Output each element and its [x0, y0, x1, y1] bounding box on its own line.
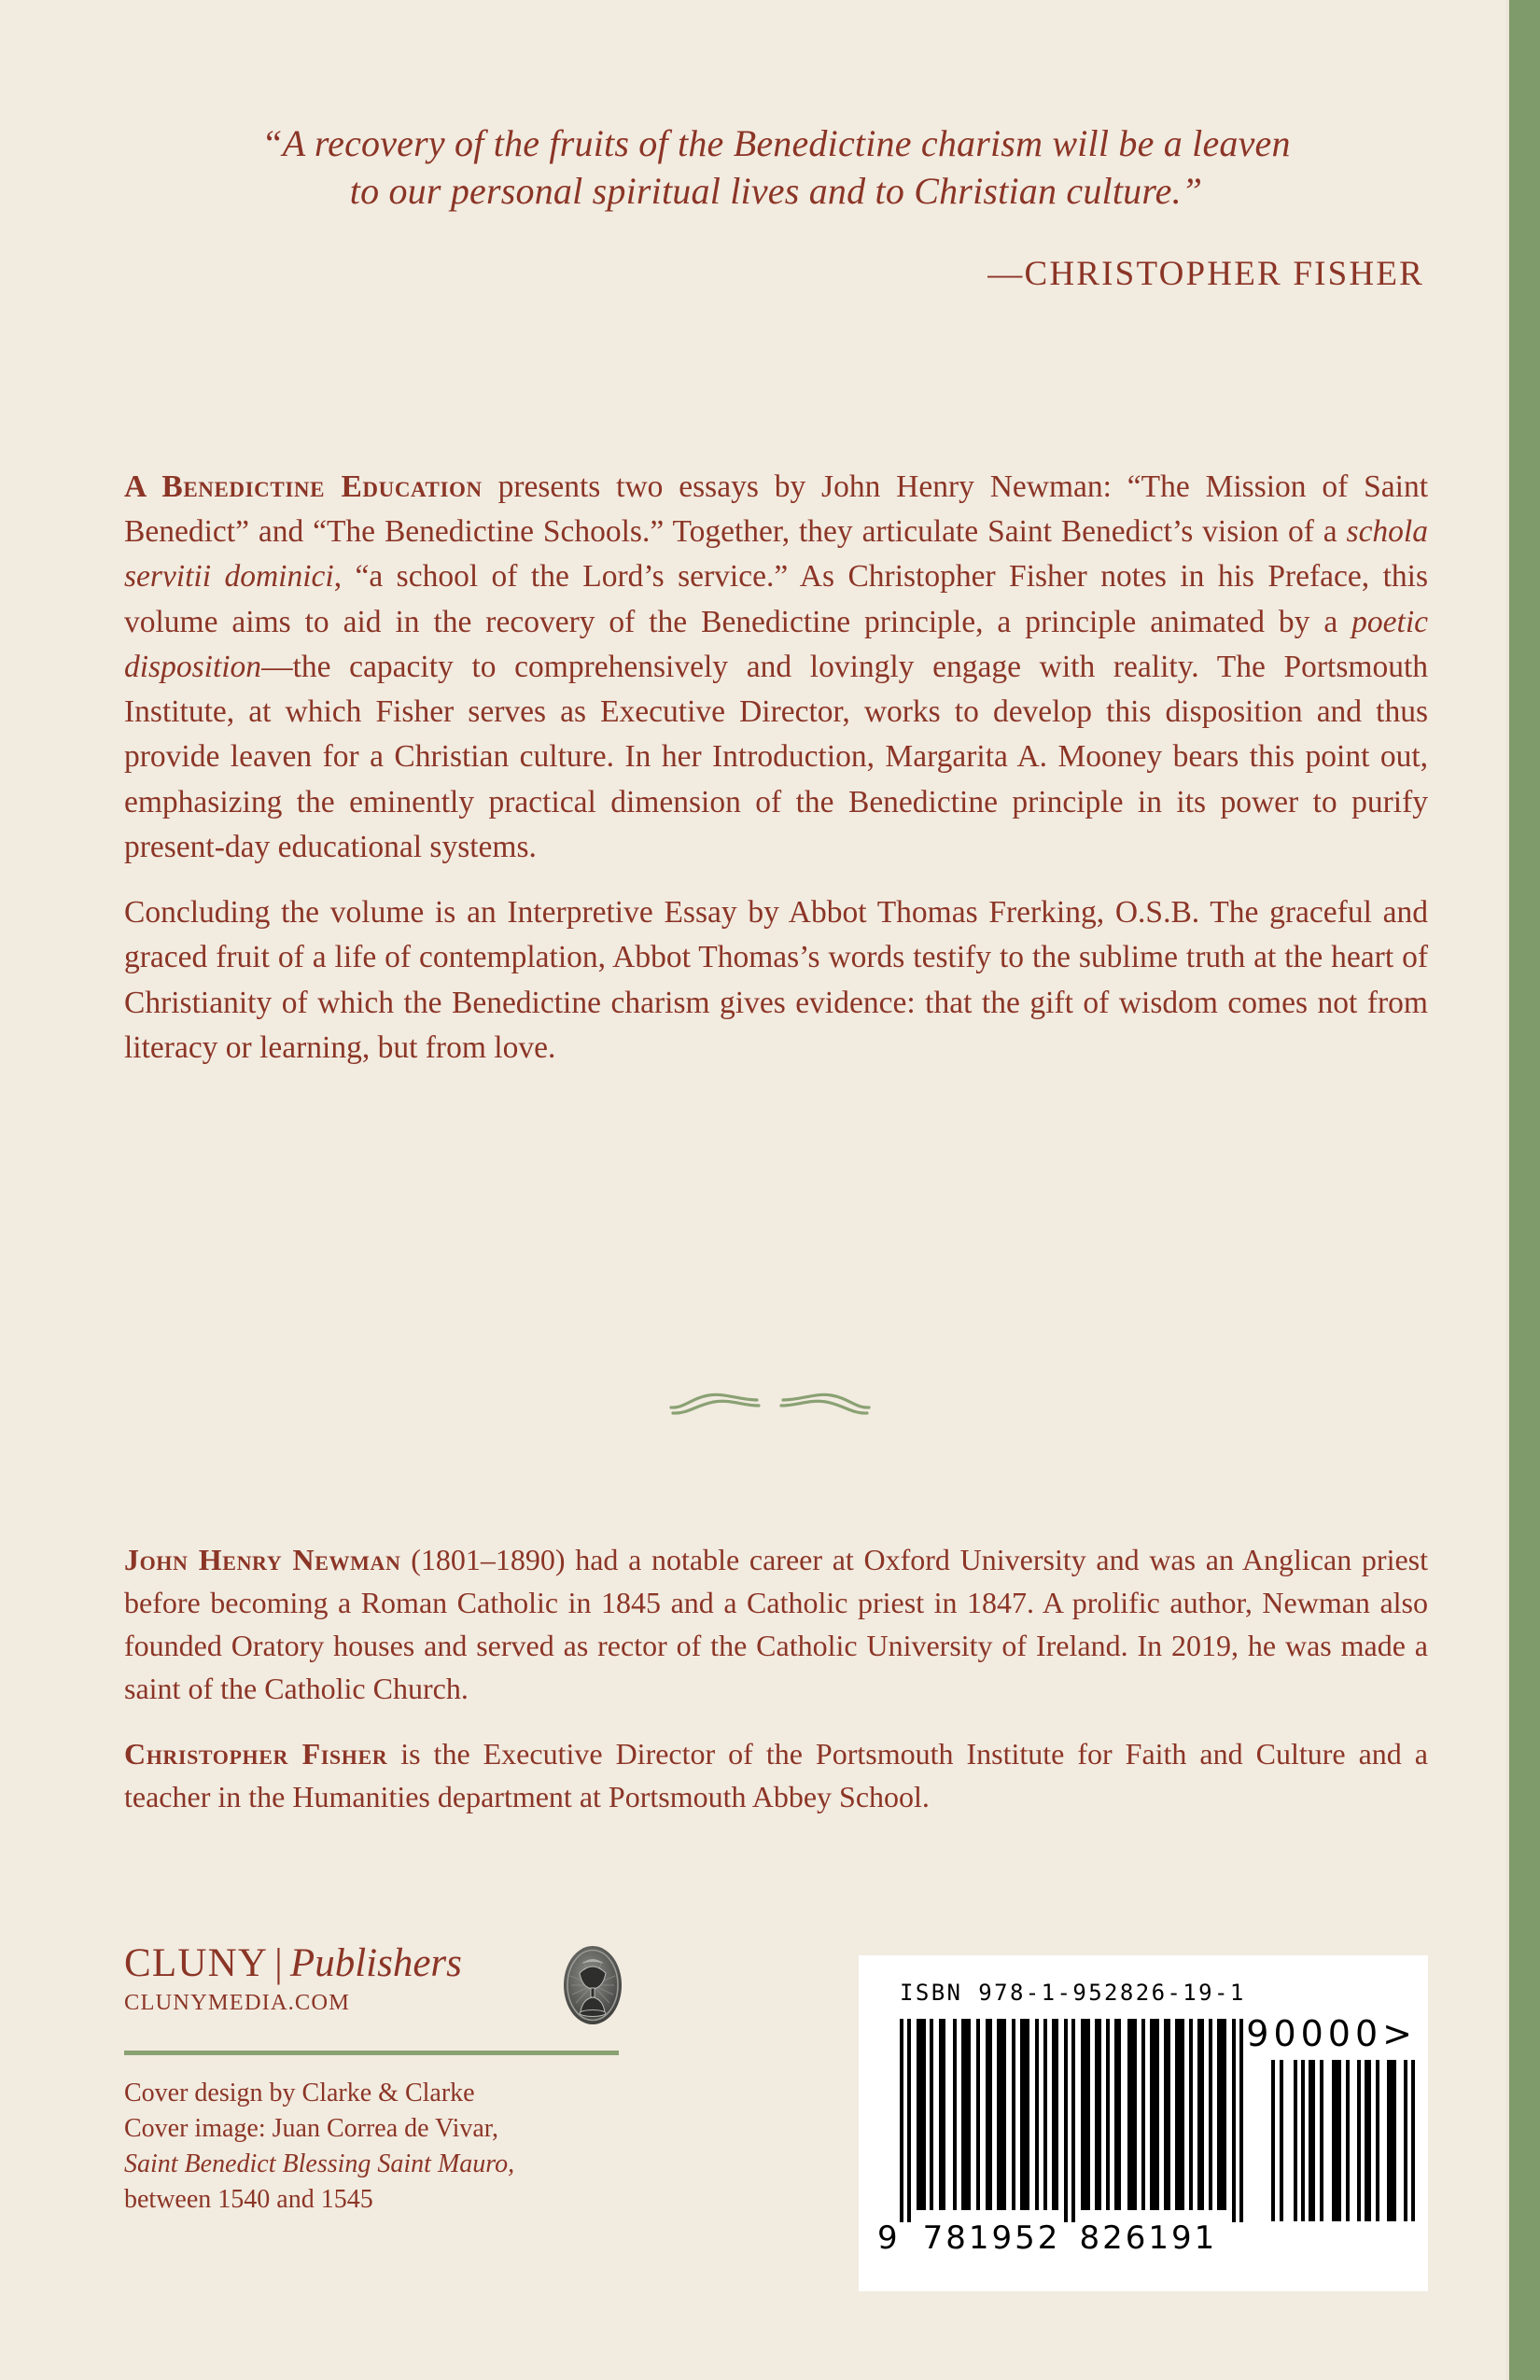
isbn-barcode-block — [859, 1955, 1428, 2291]
publisher-website[interactable]: CLUNYMEDIA.COM — [124, 1990, 351, 2015]
blurb-p1-part-3: —the capacity to comprehensively and lovingly engage with reality. The Portsmouth Institute, at which Fisher serves as Executive Director, works to develop this disposition and thus provide leaven for a Christian culture. In her Introduction, Margarita A. Mooney bears this point out, emphasizing the eminently practical dimension of the Benedictine principle in its power to purify present-day educational systems. — [124, 649, 1428, 864]
chalice-medallion-icon — [563, 1945, 623, 2025]
publisher-descriptor: Publishers — [289, 1941, 462, 1985]
ean13-human-readable-digits — [877, 2219, 1217, 2257]
bio-fisher-name: Christopher Fisher — [124, 1737, 388, 1771]
pull-quote-block — [124, 119, 1428, 294]
ornament-divider — [0, 1379, 1540, 1421]
pull-quote-line-2: to our personal spiritual lives and to Christian culture.” — [349, 170, 1203, 213]
ean13-barcode-graphic — [900, 2019, 1264, 2222]
bio-fisher — [124, 1732, 1428, 1818]
double-wave-ornament-icon — [667, 1379, 873, 1421]
blurb-poetic-disposition: poetic disposition — [124, 604, 1428, 684]
credit-artwork-title: Saint Benedict Blessing Saint Mauro, — [124, 2149, 515, 2179]
blurb-p1-part-2: , “a school of the Lord’s service.” As Christopher Fisher notes in his Preface, this volume aims to aid in the recovery of the Benedictine principle, a principle animated by a — [124, 559, 1428, 639]
ean-group-2: 826191 — [1079, 2219, 1218, 2257]
blurb-paragraph-1 — [124, 465, 1428, 870]
blurb-paragraph-2: Concluding the volume is an Interpretive Essay by Abbot Thomas Frerking, O.S.B. The graceful and graced fruit of a life of contemplation, Abbot Thomas’s words testify to the sublime truth at the heart of Christianity of which the Benedictine charism gives evidence: that the gift of wisdom comes not from literacy or learning, but from love. — [124, 895, 1428, 1065]
bio-newman — [124, 1538, 1428, 1710]
publisher-row — [124, 1943, 628, 2030]
ean-lead-digit: 9 — [877, 2219, 899, 2257]
publisher-footer — [124, 1943, 628, 2218]
blurb-lead-title: A Benedictine Education — [124, 469, 483, 504]
ean-group-1: 781952 — [922, 2219, 1061, 2257]
bio-newman-text: (1801–1890) had a notable career at Oxford University and was an Anglican priest before becoming a Roman Catholic in 1845 and a Catholic priest in 1847. A prolific author, Newman also founded Oratory houses and served as rector of the Catholic University of Ireland. In 2019, he was made a saint of the Catholic Church. — [124, 1543, 1429, 1706]
pull-quote-line-1: “A recovery of the fruits of the Benedictine charism will be a leaven — [261, 122, 1291, 164]
publisher-name: CLUNY — [124, 1941, 269, 1985]
cover-credits — [124, 2076, 628, 2218]
bio-fisher-text: is the Executive Director of the Portsmouth Institute for Faith and Culture and a teacher in the Humanities department at Portsmouth Abbey School. — [124, 1737, 1428, 1814]
credit-cover-design: Cover design by Clarke & Clarke — [124, 2079, 475, 2107]
publisher-wordmark[interactable] — [124, 1943, 462, 2015]
publisher-name-line — [124, 1943, 462, 1983]
credit-cover-image: Cover image: Juan Correa de Vivar, — [124, 2114, 498, 2144]
credit-artwork-date: between 1540 and 1545 — [124, 2185, 373, 2215]
pull-quote-attribution: —CHRISTOPHER FISHER — [987, 255, 1424, 294]
publisher-separator: | — [274, 1941, 284, 1985]
isbn-text: ISBN 978-1-952826-19-1 — [900, 1980, 1246, 2006]
author-bios-block — [124, 1538, 1428, 1818]
blurb-latin-phrase: schola servitii dominici — [124, 514, 1428, 595]
chalice-medallion-logo — [563, 1945, 623, 2030]
ean5-addon-barcode-graphic — [1271, 2060, 1416, 2221]
blurb-block — [124, 465, 1428, 1071]
bio-newman-name: John Henry Newman — [124, 1543, 401, 1576]
footer-divider-rule — [124, 2051, 619, 2055]
spine-color-strip — [1509, 0, 1540, 2380]
price-code-text: 90000> — [1246, 2013, 1417, 2054]
blurb-p1-part-1: presents two essays by John Henry Newman: “The Mission of Saint Benedict” and “The Benedictine Schools.” Together, they articulate Saint Benedict’s vision of a — [124, 469, 1428, 550]
